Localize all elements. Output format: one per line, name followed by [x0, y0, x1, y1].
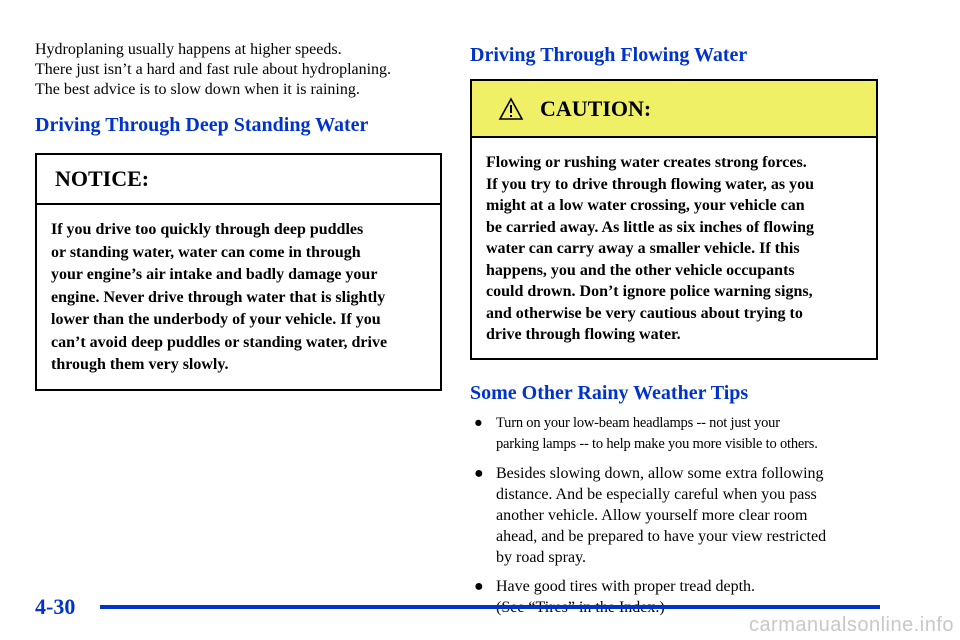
notice-line: engine. Never drive through water that is slightly: [51, 288, 386, 306]
caution-title: CAUTION:: [540, 95, 652, 121]
bullet-icon: ●: [474, 414, 483, 431]
warning-triangle-icon: [498, 97, 524, 121]
intro-line: The best advice is to slow down when it is raining.: [35, 81, 360, 98]
page-number: 4-30: [35, 594, 76, 619]
intro-line: There just isn’t a hard and fast rule about hydroplaning.: [35, 61, 392, 78]
notice-line: can’t avoid deep puddles or standing water, drive: [51, 333, 388, 351]
caution-line: If you try to drive through flowing water, as you: [486, 175, 815, 193]
caution-line: happens, you and the other vehicle occupants: [486, 261, 795, 279]
caution-line: Flowing or rushing water creates strong forces.: [486, 154, 807, 171]
caution-text: [472, 138, 876, 358]
notice-line: If you drive too quickly through deep puddles: [51, 221, 364, 238]
section-heading-standing-water: Driving Through Deep Standing Water: [35, 114, 369, 136]
tip-line: another vehicle. Allow yourself more clear room: [496, 506, 808, 524]
caution-header: [472, 81, 876, 138]
tip-line: distance. And be especially careful when you pass: [496, 485, 817, 503]
tip-line: Turn on your low-beam headlamps -- not just your: [496, 414, 780, 431]
caution-line: and otherwise be very cautious about trying to: [486, 304, 803, 322]
watermark: carmanualsonline.info: [748, 614, 954, 636]
section-heading-flowing-water: Driving Through Flowing Water: [470, 44, 748, 66]
list-item: [470, 463, 878, 568]
intro-paragraph: [35, 40, 442, 100]
bullet-icon: ●: [474, 464, 484, 482]
tip-line: parking lamps -- to help make you more visible to others.: [496, 435, 818, 452]
intro-line: Hydroplaning usually happens at higher speeds.: [35, 41, 342, 58]
tip-line: Have good tires with proper tread depth.: [496, 577, 756, 595]
list-item: [470, 576, 878, 618]
tips-list: [470, 413, 878, 618]
footer-rule: [100, 605, 880, 609]
notice-line: through them very slowly.: [51, 356, 229, 373]
caution-line: could drown. Don’t ignore police warning signs,: [486, 283, 813, 300]
notice-text: [37, 205, 440, 389]
notice-line: or standing water, water can come in through: [51, 243, 361, 261]
section-heading-rainy-tips: Some Other Rainy Weather Tips: [470, 381, 749, 404]
caution-box: [470, 79, 878, 360]
caution-line: be carried away. As little as six inches of flowing: [486, 218, 814, 236]
caution-line: might at a low water crossing, your vehicle can: [486, 197, 805, 214]
notice-line: lower than the underbody of your vehicle. If you: [51, 311, 381, 328]
right-column: [470, 40, 878, 618]
left-column: [35, 40, 442, 391]
caution-line: drive through flowing water.: [486, 326, 681, 343]
notice-title: NOTICE:: [37, 155, 440, 205]
list-item: [470, 413, 878, 455]
tip-line: by road spray.: [496, 548, 587, 566]
tip-line: Besides slowing down, allow some extra following: [496, 464, 824, 482]
tip-line: ahead, and be prepared to have your view restricted: [496, 527, 827, 545]
bullet-icon: ●: [474, 577, 484, 595]
notice-line: your engine’s air intake and badly damage your: [51, 266, 378, 283]
notice-box: [35, 153, 442, 391]
caution-line: water can carry away a smaller vehicle. If this: [486, 240, 800, 257]
